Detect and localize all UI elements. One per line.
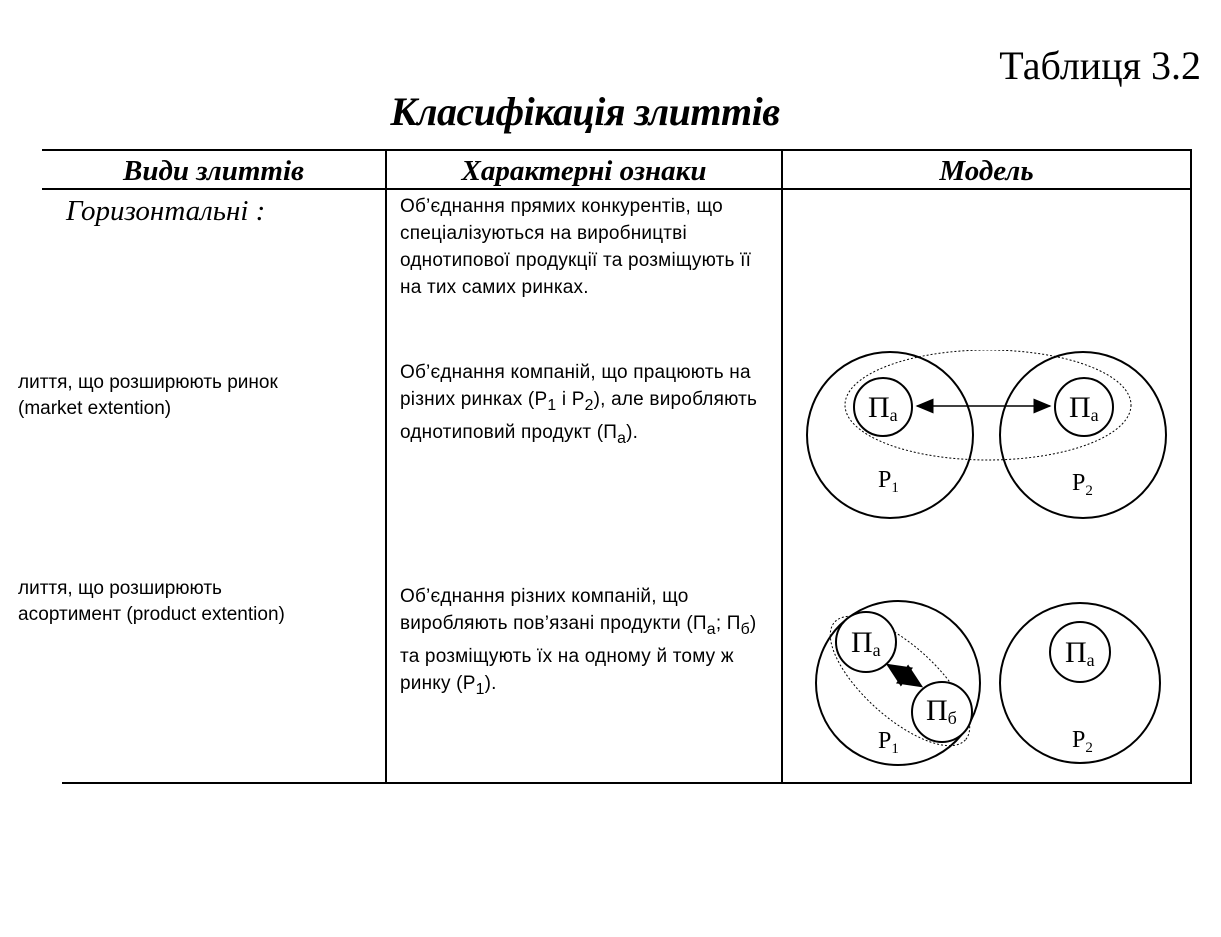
page-title: Класифікація злиттів: [390, 89, 780, 134]
product-label-a: Па: [851, 626, 881, 660]
column-divider-1: [385, 150, 387, 783]
market-label-right: $Р_2$: [1072, 727, 1093, 756]
kind-product-extension: лиття, що розширюють асортимент (product extention): [18, 578, 285, 625]
column-divider-2: [781, 150, 783, 783]
merger-ellipse: [811, 595, 990, 766]
product-label-right: Па: [1069, 391, 1099, 425]
market-label-left: $Р_1$: [878, 728, 899, 757]
product-label-left: Па: [868, 391, 898, 425]
table-header-border: [42, 188, 1192, 190]
table-top-border: [42, 149, 1192, 151]
description-market-extension: Об’єднання компаній, що працюють на різних ринках ($Р_1$ і $Р_2$), але виробляють однотиповий продукт $(П_а)$.: [400, 362, 758, 447]
column-header-features: Характерні ознаки: [461, 155, 707, 187]
table-right-border: [1190, 150, 1192, 783]
product-label-c: Па: [1065, 636, 1095, 670]
merger-arrow: [888, 665, 921, 686]
market-extension-diagram: [790, 350, 1190, 550]
column-header-model: Модель: [939, 155, 1034, 187]
table-bottom-border: [62, 782, 1192, 784]
column-header-kinds: Види злиттів: [123, 155, 304, 187]
product-extension-diagram: [790, 585, 1190, 775]
description-horizontal: Об’єднання прямих конкурентів, що спеціалізуються на виробництві однотипової продукції та розміщують її на тих самих ринках.: [400, 196, 752, 298]
table-number: Таблиця 3.2: [999, 43, 1201, 88]
market-label-left: $Р_1$: [878, 467, 899, 496]
market-label-right: $Р_2$: [1072, 470, 1093, 499]
kind-market-extension: лиття, що розширюють ринок (market extention): [18, 372, 278, 419]
kind-horizontal: Горизонтальні :: [66, 195, 266, 227]
product-label-b: Пб: [926, 694, 957, 728]
description-product-extension: Об’єднання різних компаній, що виробляють пов’язані продукти ($П_а$; $П_б$) та розміщують їх на одному й тому ж ринку $(Р_1)$.: [400, 586, 757, 698]
